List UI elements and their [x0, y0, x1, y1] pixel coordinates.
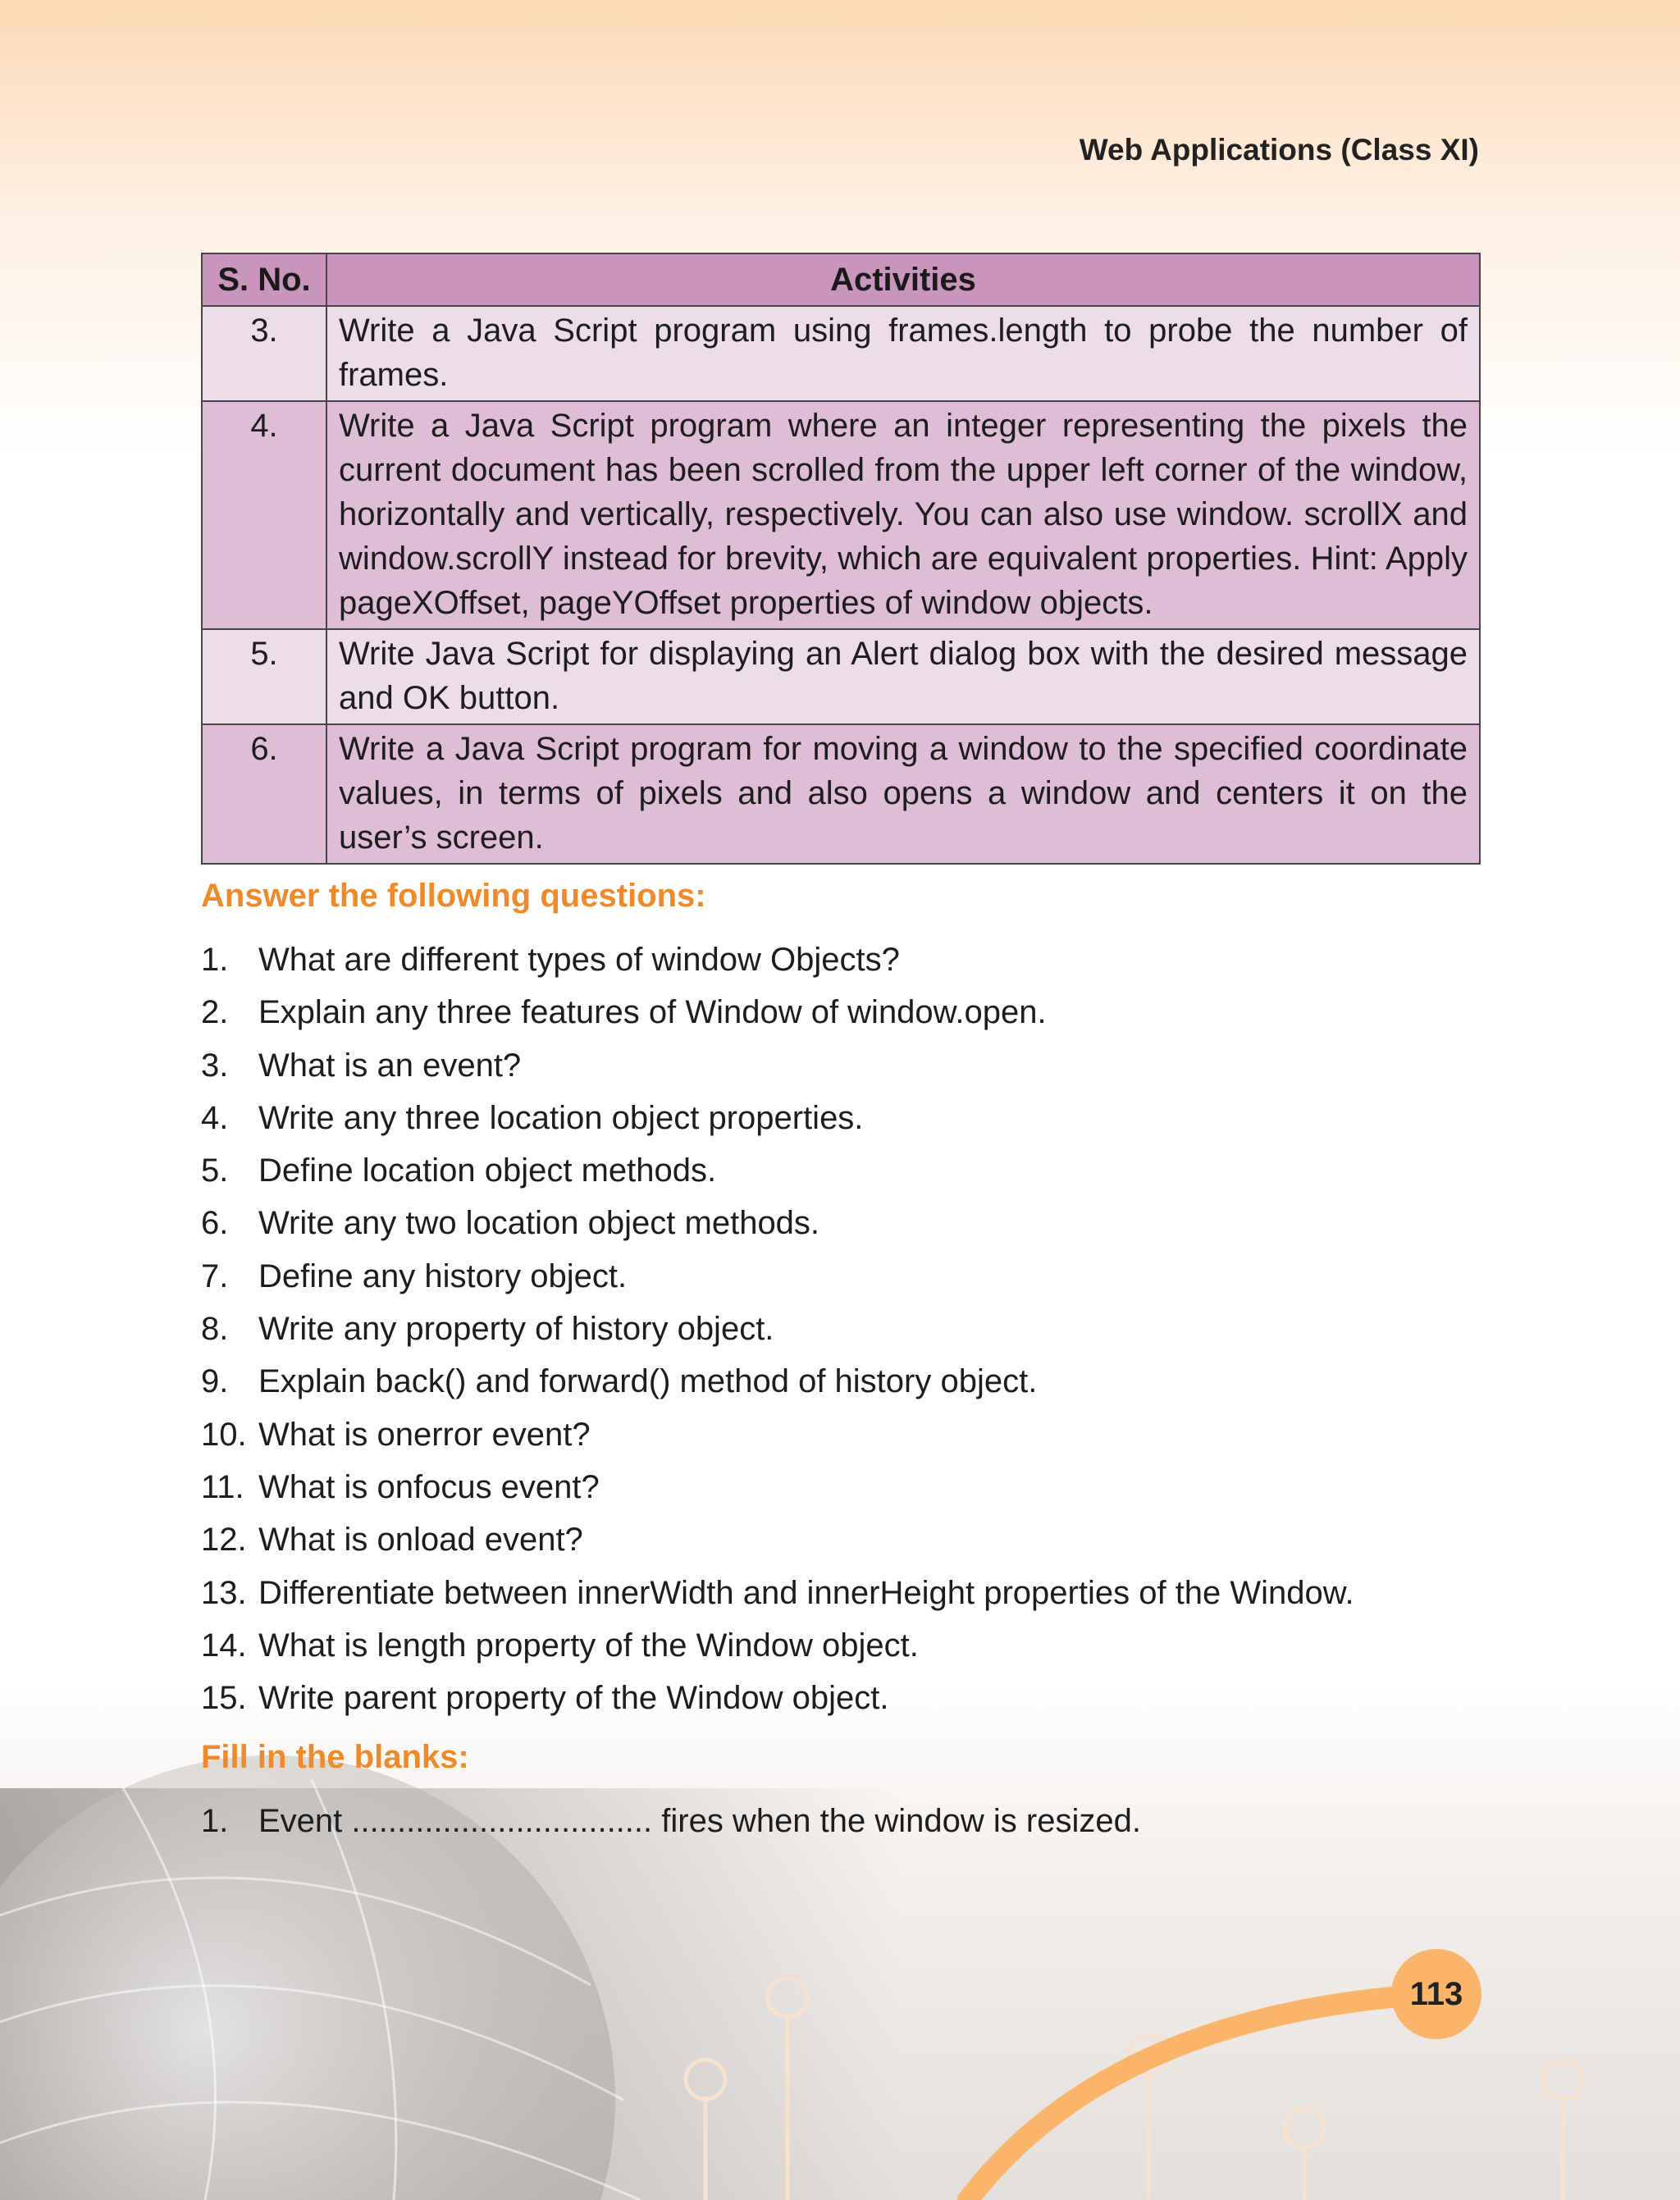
list-item	[201, 1800, 1141, 1852]
item-number: 13.	[201, 1574, 247, 1611]
list-item	[201, 1677, 1354, 1729]
item-text: Differentiate between innerWidth and innerHeight properties of the Window.	[258, 1574, 1354, 1611]
questions-heading: Answer the following questions:	[201, 878, 706, 914]
list-item	[201, 1149, 1354, 1202]
item-number: 1.	[201, 1803, 229, 1839]
item-number: 5.	[201, 1152, 229, 1189]
item-number: 4.	[201, 1099, 229, 1136]
row-number: 4.	[202, 401, 326, 629]
list-item	[201, 1413, 1354, 1466]
list-item	[201, 1097, 1354, 1149]
running-head: Web Applications (Class XI)	[1079, 133, 1479, 167]
item-text: What is an event?	[258, 1047, 522, 1084]
row-number: 6.	[202, 724, 326, 864]
list-item	[201, 1572, 1354, 1624]
item-text: What is onload event?	[258, 1522, 583, 1559]
table-row	[202, 306, 1480, 401]
item-text: Write any two location object methods.	[258, 1205, 820, 1242]
page-number: 113	[1409, 1976, 1463, 2012]
item-number: 10.	[201, 1416, 247, 1453]
item-number: 8.	[201, 1311, 229, 1348]
row-activity: Write a Java Script program using frames.length to probe the number of frames.	[326, 306, 1480, 401]
table-row	[202, 724, 1480, 864]
item-number: 15.	[201, 1680, 247, 1717]
item-number: 12.	[201, 1522, 247, 1559]
item-number: 14.	[201, 1627, 247, 1664]
list-item	[201, 1466, 1354, 1518]
item-text: Explain any three features of Window of window.open.	[258, 994, 1047, 1031]
row-activity: Write a Java Script program for moving a window to the specified coordinate values, in terms of pixels and also opens a window and centers it on the user’s screen.	[326, 724, 1480, 864]
list-item	[201, 938, 1354, 991]
table-row	[202, 401, 1480, 629]
list-item	[201, 1308, 1354, 1360]
item-text: Define location object methods.	[258, 1152, 717, 1189]
list-item	[201, 1518, 1354, 1571]
item-number: 6.	[201, 1205, 229, 1242]
item-text: What is length property of the Window object.	[258, 1627, 919, 1664]
row-number: 5.	[202, 629, 326, 724]
table-row	[202, 629, 1480, 724]
item-text: Explain back() and forward() method of history object.	[258, 1363, 1038, 1400]
item-text: Define any history object.	[258, 1257, 628, 1294]
list-item	[201, 1202, 1354, 1254]
item-number: 9.	[201, 1363, 229, 1400]
item-number: 1.	[201, 942, 229, 978]
list-item	[201, 991, 1354, 1043]
column-header-activities: Activities	[326, 253, 1480, 306]
item-text: What are different types of window Objects?	[258, 942, 900, 978]
blanks-list	[201, 1800, 1141, 1852]
item-number: 2.	[201, 994, 229, 1031]
item-text: What is onerror event?	[258, 1416, 591, 1453]
item-text: What is onfocus event?	[258, 1468, 600, 1505]
row-number: 3.	[202, 306, 326, 401]
item-text: Write any three location object properties.	[258, 1099, 864, 1136]
orange-arc	[968, 1995, 1419, 2200]
item-number: 7.	[201, 1257, 229, 1294]
row-activity: Write Java Script for displaying an Alert dialog box with the desired message and OK button.	[326, 629, 1480, 724]
list-item	[201, 1255, 1354, 1308]
item-text: Write parent property of the Window object.	[258, 1680, 889, 1717]
blanks-heading: Fill in the blanks:	[201, 1739, 469, 1775]
list-item	[201, 1624, 1354, 1677]
questions-list	[201, 938, 1354, 1729]
column-header-sno: S. No.	[202, 253, 326, 306]
item-text: Write any property of history object.	[258, 1311, 774, 1348]
list-item	[201, 1044, 1354, 1097]
list-item	[201, 1360, 1354, 1413]
item-number: 3.	[201, 1047, 229, 1084]
table-header-row	[202, 253, 1480, 306]
activities-table	[201, 253, 1481, 865]
item-number: 11.	[201, 1468, 244, 1505]
item-text: Event ................................. fires when the window is resized.	[258, 1803, 1141, 1839]
row-activity: Write a Java Script program where an integer representing the pixels the current document has been scrolled from the upper left corner of the window, horizontally and vertically, respectively. You can also use window. scrollX and window.scrollY instead for brevity, which are equivalent properties. Hint: Apply pageXOffset, pageYOffset properties of window objects.	[326, 401, 1480, 629]
